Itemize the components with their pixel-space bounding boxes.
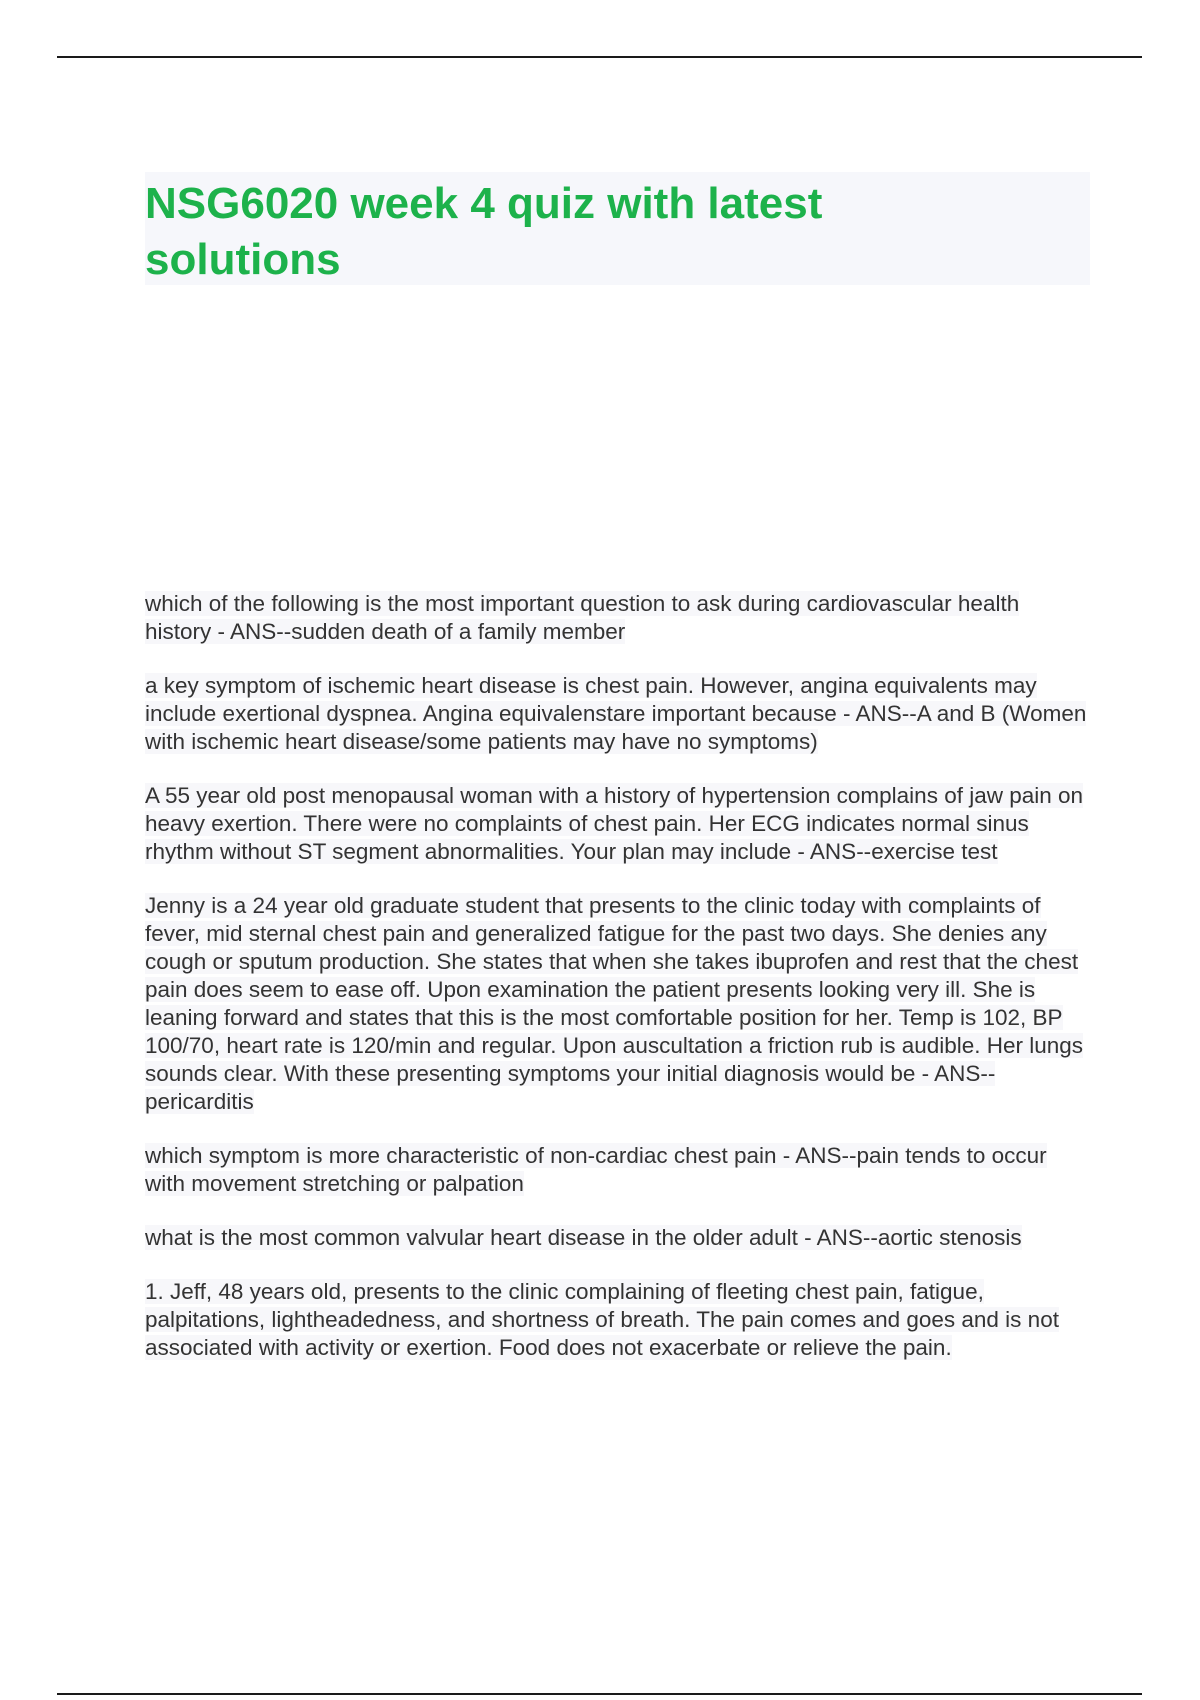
question-text: Jenny is a 24 year old graduate student that presents to the clinic today with complaints of fever, mid sternal chest pain and generalized fatigue for the past two days. She denies any cough or sputum production. She states that when she takes ibuprofen and rest that the chest pain does seem to ease off. Upon examination the patient presents looking very ill. She is leaning forward and states that this is the most comfortable position for her. Temp is 102, BP 100/70, heart rate is 120/min and regular. Upon auscultation a friction rub is audible. Her lungs sounds clear. With these presenting symptoms your initial diagnosis would be (145, 893, 1084, 1086)
question-text: 1. Jeff, 48 years old, presents to the clinic complaining of fleeting chest pain, fatigue, palpitations, lightheadedness, and shortness of breath. The pain comes and goes and is not associated with activity or exertion. Food does not exacerbate or relieve the pain. (145, 1279, 1059, 1360)
header-rule (57, 56, 1142, 58)
question-text: which of the following is the most important question to ask during cardiovascular health history (145, 591, 1020, 644)
qa-item (145, 1142, 1090, 1198)
answer-separator: - ANS-- (836, 701, 917, 726)
answer-text: pericarditis (145, 1089, 254, 1114)
answer-separator: - ANS-- (915, 1061, 996, 1086)
answer-text: A and B (Women with ischemic heart disease/some patients may have no symptoms) (145, 701, 1087, 754)
title-block (145, 172, 1090, 285)
answer-text: pain tends to occur with movement stretching or palpation (145, 1143, 1047, 1196)
answer-text: sudden death of a family member (291, 619, 626, 644)
answer-separator: - ANS-- (211, 619, 292, 644)
question-text: A 55 year old post menopausal woman with a history of hypertension complains of jaw pain on heavy exertion. There were no complaints of chest pain. Her ECG indicates normal sinus rhythm without ST segment abnormalities. Your plan may include (145, 783, 1084, 864)
question-text: what is the most common valvular heart disease in the older adult (145, 1225, 798, 1250)
qa-item (145, 892, 1090, 1116)
answer-text: exercise test (871, 839, 998, 864)
answer-separator: - ANS-- (797, 1225, 878, 1250)
qa-item (145, 590, 1090, 646)
question-text: which symptom is more characteristic of non-cardiac chest pain (145, 1143, 777, 1168)
answer-separator: - ANS-- (776, 1143, 857, 1168)
document-title: NSG6020 week 4 quiz with latest solutions (145, 179, 823, 284)
qa-item (145, 1224, 1090, 1252)
qa-item (145, 782, 1090, 866)
qa-item (145, 672, 1090, 756)
answer-text: aortic stenosis (877, 1225, 1022, 1250)
answer-separator: - ANS-- (791, 839, 872, 864)
footer-rule (57, 1693, 1142, 1695)
qa-list (145, 590, 1090, 1388)
question-text: a key symptom of ischemic heart disease is chest pain. However, angina equivalents may include exertional dyspnea. Angina equivalenstare important because (145, 673, 1037, 726)
qa-item (145, 1278, 1090, 1362)
